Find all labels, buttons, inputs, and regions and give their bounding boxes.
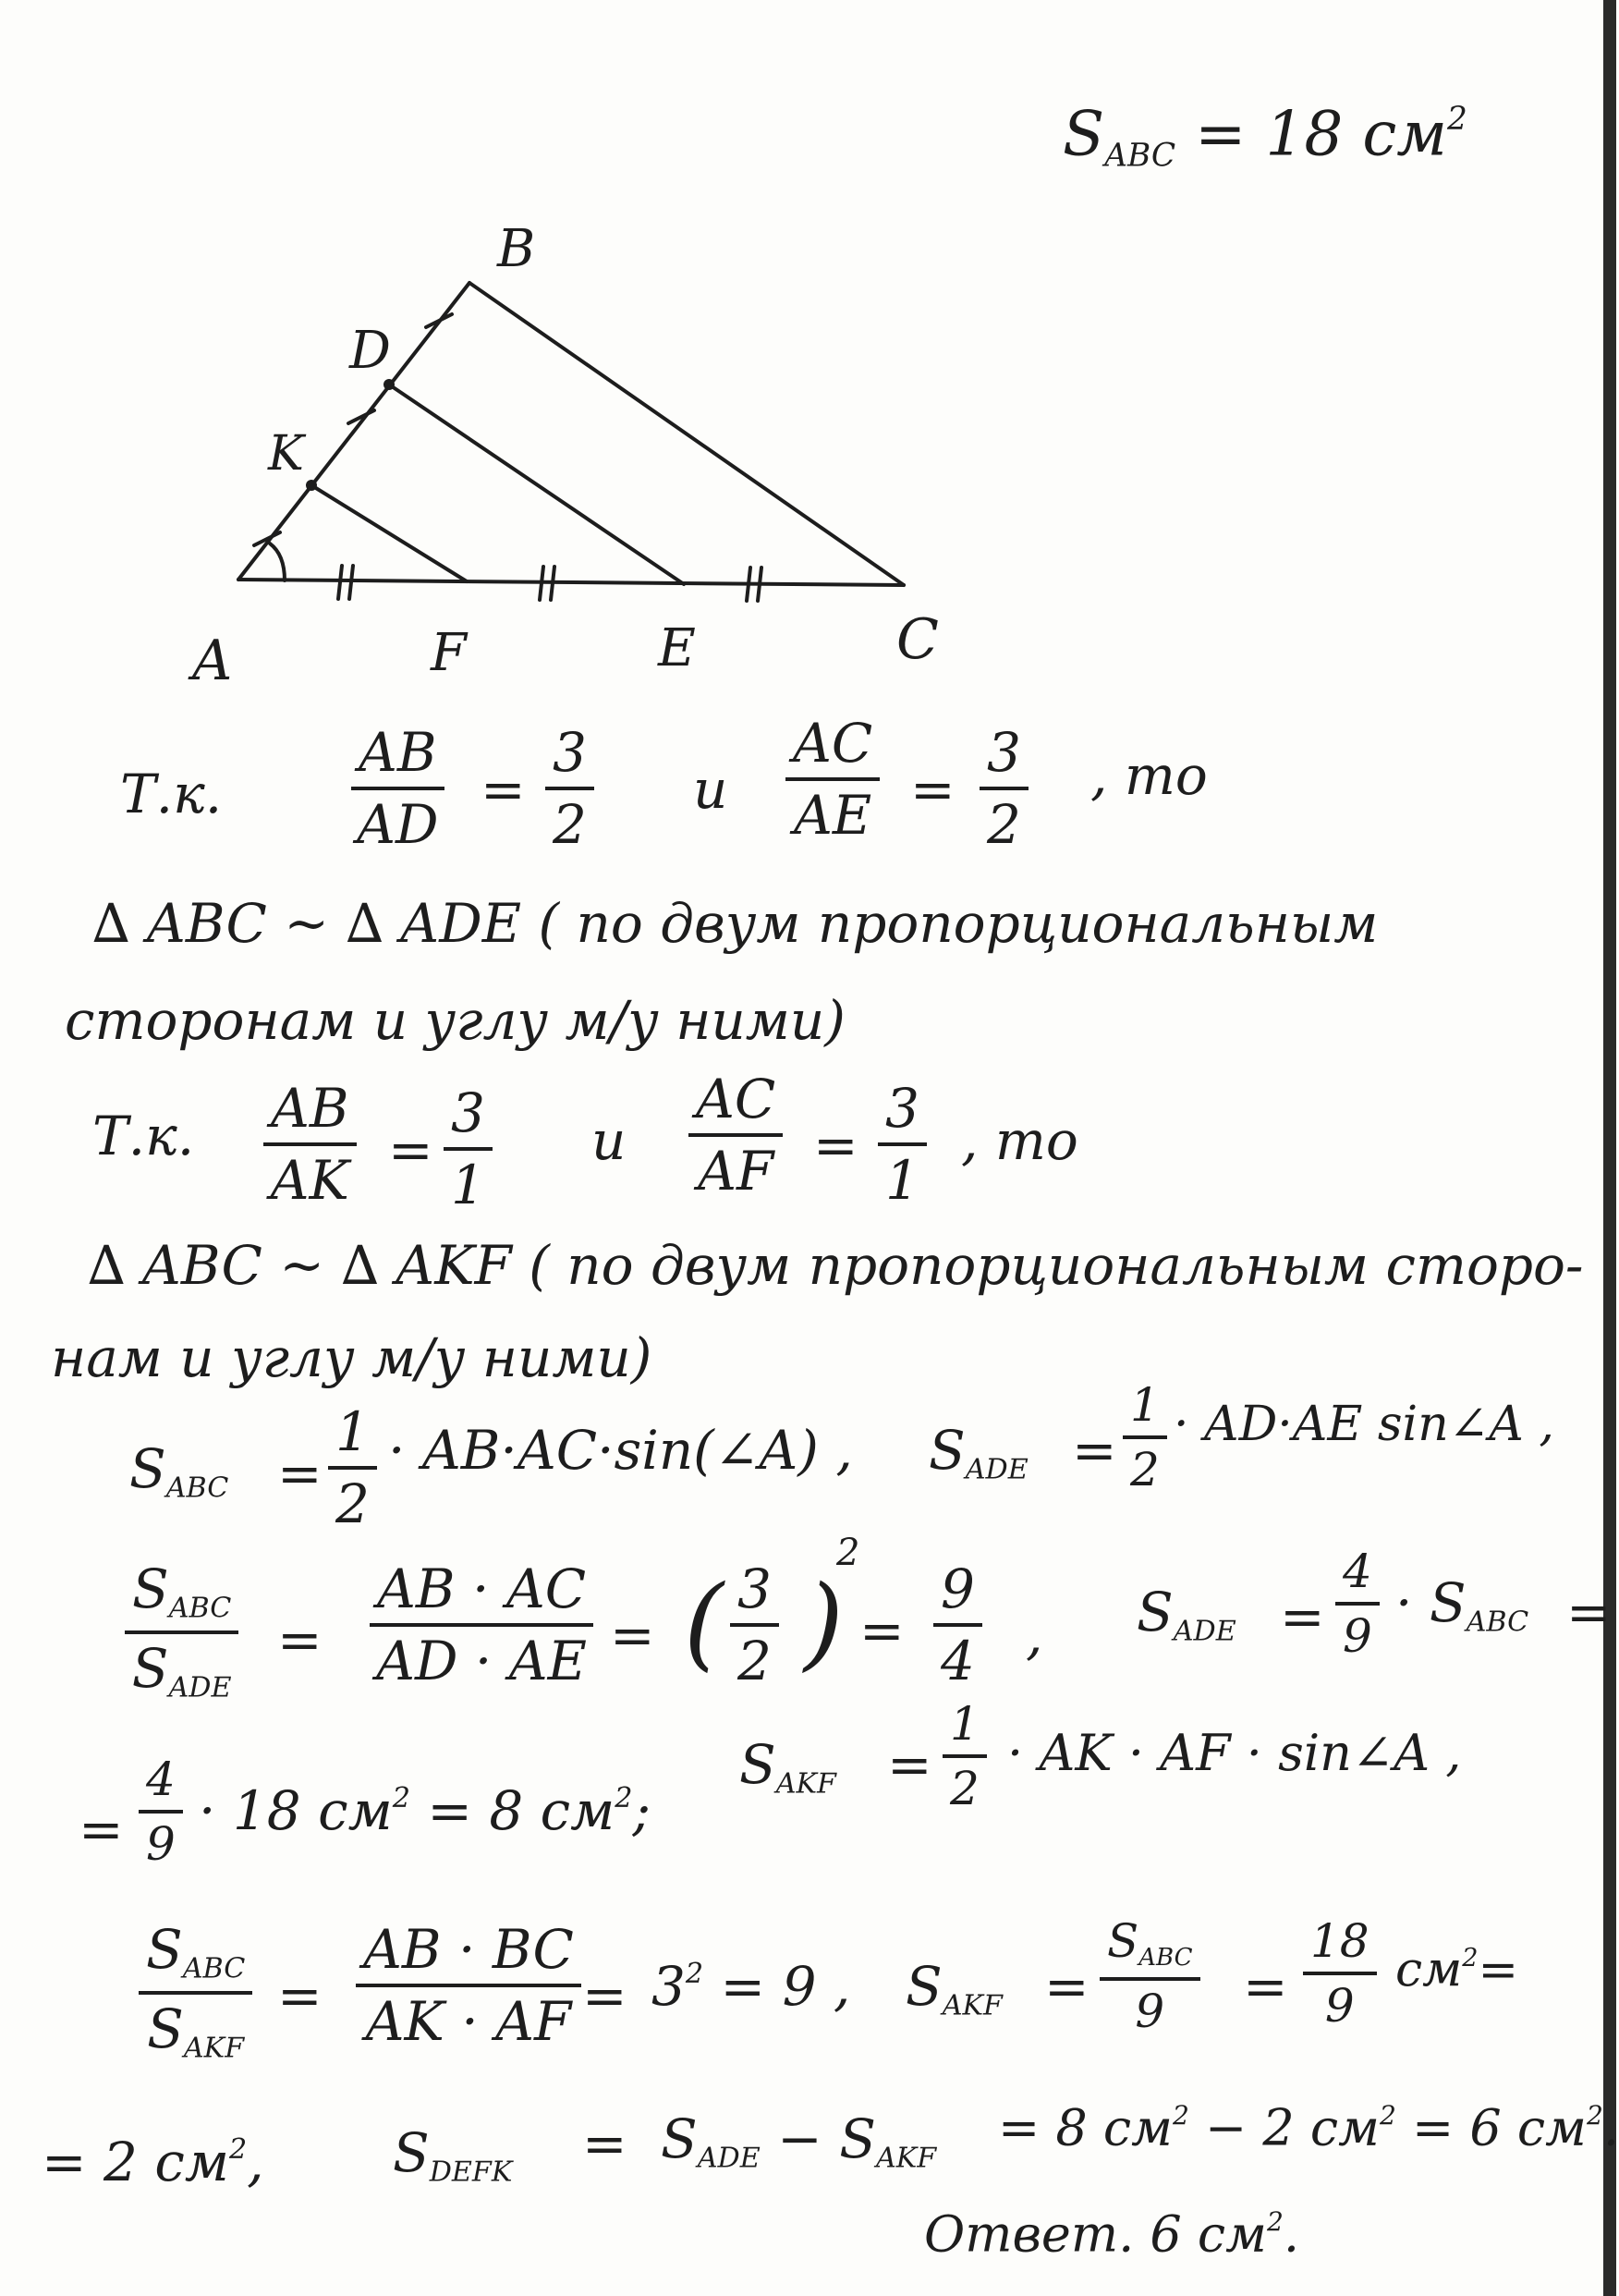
frac-den <box>132 1634 232 1703</box>
s-sub: AKF <box>942 1989 1003 2022</box>
s-sub: ABC <box>165 1472 229 1505</box>
line9-eq: = <box>79 1798 124 1861</box>
line10-s-akf <box>906 1955 1003 2022</box>
frac-num: AB · BC <box>356 1923 581 1987</box>
frac-den: 2 <box>335 1472 370 1535</box>
s-letter: S <box>1137 1581 1174 1643</box>
rest3-sup: 2 <box>1586 2100 1603 2131</box>
s-letter: S <box>146 1918 183 1981</box>
a-letter: S <box>661 2107 698 2170</box>
triangle-figure <box>148 213 1127 693</box>
frac-num: 9 <box>933 1562 982 1627</box>
s-sub: ADE <box>168 1671 232 1704</box>
rest2-sup: 2 <box>1379 2100 1396 2131</box>
rest-sup: 2 <box>1172 2100 1189 2131</box>
label-k: K <box>268 426 304 482</box>
line10-eq: = <box>277 1964 323 2027</box>
line8-eq3: = <box>859 1599 905 1662</box>
frac-num: AC <box>785 716 880 781</box>
s-sub: ABC <box>1138 1944 1193 1972</box>
line9-half <box>943 1697 987 1815</box>
frac-num: 1 <box>1123 1382 1167 1439</box>
unit-text: см <box>1395 1942 1463 1998</box>
line8-paren-open: ( <box>684 1563 724 1681</box>
frac-num <box>1100 1914 1200 1981</box>
frac-den: 9 <box>1343 1609 1372 1663</box>
frac-den: 1 <box>885 1149 919 1212</box>
given-rest: = 18 см <box>1195 98 1448 170</box>
tick-ac-3b <box>758 568 761 601</box>
line9-expr: · AK · AF · sin∠A , <box>1007 1724 1462 1782</box>
line1-eq2: = <box>910 758 956 821</box>
dot: . <box>1602 2098 1619 2157</box>
frac-num: 1 <box>943 1701 987 1758</box>
pow-res: = 9 , <box>720 1955 851 2018</box>
line10-eq2: = <box>582 1964 627 2027</box>
eq5: = <box>1478 1942 1519 1998</box>
start-sup: 2 <box>228 2132 248 2166</box>
line1-ratio1 <box>545 721 594 856</box>
segment-kf <box>311 485 467 581</box>
line8-eq5: = <box>1566 1581 1612 1643</box>
line11-s-defk <box>393 2121 513 2189</box>
s-letter: S <box>129 1437 166 1500</box>
frac-num: AB <box>351 726 444 790</box>
line4-and: и <box>591 1109 627 1172</box>
line3-text: сторонам и углу м/у ними) <box>65 989 846 1052</box>
line8-power: 2 <box>836 1532 860 1574</box>
s-sub: DEFK <box>429 2156 513 2189</box>
frac-den: AD · AE <box>376 1630 587 1692</box>
line8-ratio-sides <box>370 1557 593 1692</box>
answer-text: Ответ. 6 см <box>924 2204 1267 2264</box>
s-letter: S <box>393 2121 430 2184</box>
frac-num: 18 <box>1303 1918 1377 1975</box>
frac-den: AK <box>270 1149 349 1212</box>
line8-tail <box>1395 1571 1529 1639</box>
frac-num: AC <box>688 1072 783 1137</box>
line9-eq2: = <box>887 1733 932 1796</box>
given-sub: ABC <box>1104 137 1176 175</box>
line1-tk: Т.к. <box>120 763 223 825</box>
frac-num: 3 <box>980 726 1029 790</box>
line2-text: ∆ ABC ~ ∆ ADE ( по двум пропорциональным <box>92 892 1379 955</box>
given-area <box>1063 98 1467 175</box>
label-b: B <box>497 219 536 279</box>
line11-eq: = <box>582 2112 627 2175</box>
line4-ratio2 <box>878 1077 927 1212</box>
line10-ratio-areas <box>139 1918 252 2065</box>
line11-diff <box>661 2107 937 2175</box>
frac-den: AE <box>794 784 872 847</box>
line8-eq2: = <box>610 1604 655 1667</box>
line8-three-halves <box>730 1557 779 1692</box>
val-sup: 2 <box>392 1781 410 1814</box>
val-text: · 18 см <box>199 1779 393 1842</box>
line8-four-ninths <box>1335 1545 1380 1663</box>
frac-den: 1 <box>451 1154 485 1216</box>
line10-eq3: = <box>1044 1955 1089 2018</box>
line7-half1 <box>328 1400 377 1535</box>
line6-text: нам и углу м/у ними) <box>51 1326 652 1389</box>
line1-eq1: = <box>481 758 526 821</box>
line4-frac-ab-ak <box>263 1077 357 1212</box>
line7-s2 <box>929 1419 1029 1486</box>
s-sub: AKF <box>775 1767 836 1801</box>
label-c: C <box>896 607 939 672</box>
minus: − <box>777 2107 822 2170</box>
frac-den: 2 <box>737 1630 772 1692</box>
start-text: = 2 см <box>42 2131 229 2193</box>
line1-then: , то <box>1090 744 1208 807</box>
line1-and: и <box>693 758 728 821</box>
pow-sup: 2 <box>685 1957 704 1990</box>
angle-a-arc <box>270 543 285 580</box>
line5-text: ∆ ABC ~ ∆ AKF ( по двум пропорциональным сторо- <box>88 1234 1584 1297</box>
line7-eq: = <box>277 1442 323 1505</box>
line7-eq2: = <box>1072 1419 1117 1482</box>
line1-ratio2 <box>980 721 1029 856</box>
unit-sup: 2 <box>1462 1944 1479 1972</box>
frac-num: 3 <box>878 1081 927 1146</box>
side-bc <box>469 283 904 585</box>
label-a: A <box>192 629 233 693</box>
point-k <box>306 480 317 491</box>
s-letter: S <box>147 1997 184 2060</box>
frac-num: AB · AC <box>370 1562 593 1627</box>
s-sub: AKF <box>183 2032 245 2065</box>
line4-tk: Т.к. <box>92 1105 195 1167</box>
frac-den: AD <box>357 793 439 856</box>
line8-s-ade <box>1137 1581 1236 1648</box>
line4-eq2: = <box>813 1114 858 1177</box>
frac-num <box>139 1918 252 1995</box>
tick-ac-3a <box>747 568 750 601</box>
frac-den <box>147 1995 244 2063</box>
s-letter: S <box>906 1955 943 2018</box>
tick-ac-1b <box>349 566 353 599</box>
tail-text: · S <box>1395 1571 1467 1634</box>
frac-num: 4 <box>139 1756 183 1814</box>
frac-den: 2 <box>987 793 1021 856</box>
line8-ratio-areas <box>125 1557 238 1704</box>
line7-expr1: · AB·AC·sin(∠A) , <box>388 1419 853 1482</box>
frac-num: 3 <box>730 1562 779 1627</box>
line11-result <box>998 2098 1619 2157</box>
label-e: E <box>658 618 696 678</box>
answer-dot: . <box>1283 2204 1299 2264</box>
res-sup: 2 <box>615 1781 633 1814</box>
frac-den: 2 <box>553 793 587 856</box>
semi: ; <box>632 1779 651 1842</box>
rest2: − 2 см <box>1205 2098 1380 2157</box>
rest3: = 6 см <box>1412 2098 1587 2157</box>
frac-den: 9 <box>1324 1979 1355 2033</box>
line4-then: , то <box>961 1109 1078 1172</box>
line7-expr2: · AD·AE sin∠A , <box>1174 1397 1554 1452</box>
label-f: F <box>431 623 467 683</box>
s-letter: S <box>131 1636 169 1700</box>
label-d: D <box>349 321 391 381</box>
frac-num: 3 <box>444 1086 493 1151</box>
s-sub: ABC <box>168 1592 232 1625</box>
frac-den: 2 <box>950 1762 980 1815</box>
line8-paren-close: ) <box>804 1563 844 1681</box>
s-sub: ABC <box>182 1952 246 1985</box>
frac-den: AF <box>698 1140 774 1203</box>
s-letter: S <box>1107 1914 1139 1968</box>
pow-base: 3 <box>651 1955 686 2018</box>
frac-den: 9 <box>146 1817 176 1871</box>
tick-ac-2a <box>540 567 543 600</box>
line7-s1 <box>129 1437 229 1505</box>
answer-sup: 2 <box>1266 2206 1284 2237</box>
line1-frac-ab-ad <box>351 721 444 856</box>
line10-18-over-9 <box>1303 1914 1377 2033</box>
frac-num: 1 <box>328 1405 377 1470</box>
line8-comma: , <box>1026 1604 1043 1667</box>
a-sub: ADE <box>697 2142 761 2175</box>
line8-eq4: = <box>1280 1585 1325 1648</box>
given-s: S <box>1063 98 1105 170</box>
s-letter: S <box>929 1419 966 1482</box>
s-sub: ADE <box>965 1453 1029 1486</box>
line8-nine-fourths <box>933 1557 982 1692</box>
s-letter: S <box>132 1557 169 1620</box>
frac-num <box>125 1557 238 1634</box>
line7-half2 <box>1123 1378 1167 1496</box>
comma: , <box>247 2131 264 2193</box>
line10-ratio-sides <box>356 1918 581 2053</box>
frac-num: AB <box>263 1081 357 1146</box>
line1-frac-ac-ae <box>785 712 880 847</box>
tail-sub: ABC <box>1466 1606 1529 1639</box>
line4-eq1: = <box>388 1118 433 1181</box>
tick-ac-1a <box>338 566 342 599</box>
frac-den: 2 <box>1130 1443 1160 1496</box>
line4-ratio1 <box>444 1081 493 1216</box>
line10-eq4: = <box>1243 1955 1288 2018</box>
frac-den: 9 <box>1135 1985 1165 2039</box>
frac-den: AK · AF <box>365 1990 572 2053</box>
line9-val <box>199 1779 651 1842</box>
frac-num: 3 <box>545 726 594 790</box>
res-text: = 8 см <box>427 1779 615 1842</box>
tick-ab-3 <box>426 314 452 327</box>
frac-den: 4 <box>941 1630 975 1692</box>
line8-eq: = <box>277 1608 323 1671</box>
line9-s-akf <box>739 1733 836 1801</box>
answer-line <box>924 2204 1299 2264</box>
s-letter: S <box>739 1733 776 1796</box>
line10-unit <box>1395 1942 1519 1998</box>
s-sub: ADE <box>1173 1615 1236 1648</box>
line4-frac-ac-af <box>688 1068 783 1203</box>
given-sup: 2 <box>1447 101 1467 138</box>
tick-ac-2b <box>551 567 554 600</box>
frac-num: 4 <box>1335 1548 1380 1606</box>
segment-de <box>389 385 684 584</box>
line10-sabc-over-9 <box>1100 1914 1200 2039</box>
line11-start <box>42 2131 264 2193</box>
b-letter: S <box>839 2107 876 2170</box>
line9-four-ninths <box>139 1753 183 1871</box>
b-sub: AKF <box>875 2142 937 2175</box>
line10-power <box>651 1955 851 2018</box>
rest: = 8 см <box>998 2098 1173 2157</box>
